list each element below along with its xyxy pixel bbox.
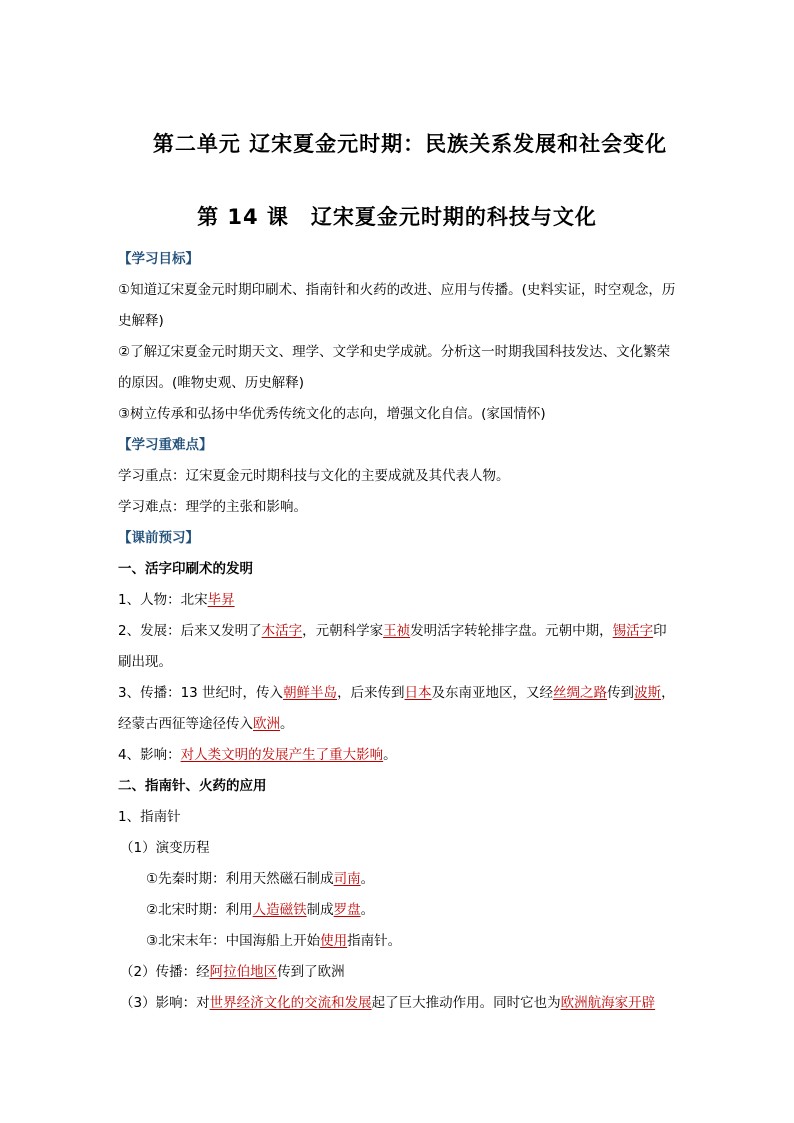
text-segment: ③北宋末年：中国海船上开始 (146, 933, 321, 949)
text-segment: 传到 (607, 685, 635, 701)
part2-compass-heading: 1、指南针 (118, 809, 181, 825)
answer-blank: 罗盘 (333, 902, 361, 918)
text-segment: 印刷出现。 (118, 623, 667, 670)
evolution-item-3 (118, 926, 678, 957)
text-segment: 3、传播：13 世纪时，传入 (118, 685, 284, 701)
goal-2: ②了解辽宋夏金元时期天文、理学、文学和史学成就。分析这一时期我国科技发达、文化繁荣的原因。(唯物史观、历史解释) (118, 344, 671, 391)
compass-impact-line (118, 988, 678, 1019)
answer-blank: 世界经济文化的交流和发展 (209, 995, 372, 1011)
answer-blank: 丝绸之路 (553, 685, 608, 701)
answer-blank: 王祯 (383, 623, 411, 639)
text-segment: 。 (360, 871, 375, 887)
goal-3: ③树立传承和弘扬中华优秀传统文化的志向，增强文化自信。(家国情怀) (118, 406, 546, 422)
unit-title: 第二单元 辽宋夏金元时期：民族关系发展和社会变化 (152, 132, 668, 156)
answer-blank: 对人类文明的发展产生了重大影响 (180, 747, 384, 763)
evolution-item-1 (118, 864, 678, 895)
text-segment: 发明活字转轮排字盘。元朝中期， (410, 623, 613, 639)
answer-blank: 人造磁铁 (252, 902, 307, 918)
part2-evolution-heading: （1）演变历程 (120, 840, 210, 856)
answer-blank: 阿拉伯地区 (209, 964, 278, 980)
text-segment: 传到了欧洲 (277, 964, 345, 980)
answer-blank: 锡活字 (612, 623, 654, 639)
section-heading-preview: 【课前预习】 (118, 530, 199, 546)
section-heading-goals: 【学习目标】 (118, 251, 199, 267)
answer-blank: 欧洲航海家开辟 (560, 995, 656, 1011)
answer-blank: 欧洲 (253, 716, 280, 732)
text-segment: 及东南亚地区，又经 (431, 685, 554, 701)
lesson-title: 第 14 课 辽宋夏金元时期的科技与文化 (197, 205, 597, 229)
text-segment: 制成 (306, 902, 334, 918)
answer-blank: 日本 (404, 685, 432, 701)
evolution-item-2 (118, 895, 678, 926)
text-segment: 指南针。 (347, 933, 402, 949)
answer-blank: 木活字 (261, 623, 303, 639)
compass-spread-line (118, 957, 678, 988)
goal-1: ①知道辽宋夏金元时期印刷术、指南针和火药的改进、应用与传播。(史料实证，时空观念，历史解释) (118, 282, 676, 329)
text-segment: 。 (280, 716, 294, 732)
text-segment: 。 (383, 747, 397, 763)
text-segment: ，元朝科学家 (302, 623, 384, 639)
section-heading-key-points: 【学习重难点】 (118, 437, 213, 453)
key-difficulty: 学习难点：理学的主张和影响。 (118, 499, 307, 515)
document-body (118, 244, 678, 1019)
text-segment: 。 (360, 902, 375, 918)
part1-line-development (118, 616, 678, 678)
answer-blank: 司南 (333, 871, 361, 887)
part1-line-person (118, 585, 678, 616)
answer-blank: 使用 (320, 933, 348, 949)
part2-heading: 二、指南针、火药的应用 (118, 778, 267, 794)
text-segment: （3）影响：对 (120, 995, 210, 1011)
text-segment: 2、发展：后来又发明了 (118, 623, 262, 639)
answer-blank: 朝鲜半岛 (283, 685, 338, 701)
text-segment: 起了巨大推动作用。同时它也为 (371, 995, 561, 1011)
key-focus: 学习重点：辽宋夏金元时期科技与文化的主要成就及其代表人物。 (118, 468, 510, 484)
text-segment: ②北宋时期：利用 (146, 902, 253, 918)
part1-line-impact (118, 740, 678, 771)
text-segment: ①先秦时期：利用天然磁石制成 (146, 871, 334, 887)
part1-heading: 一、活字印刷术的发明 (118, 561, 253, 577)
text-segment: 4、影响： (118, 747, 181, 763)
answer-blank: 毕昇 (207, 592, 235, 608)
text-segment: 1、人物：北宋 (118, 592, 208, 608)
text-segment: （2）传播：经 (120, 964, 210, 980)
text-segment: ，后来传到 (337, 685, 405, 701)
part1-line-spread (118, 678, 678, 740)
text-segment: ，经蒙古西征等途径传入 (118, 685, 675, 732)
answer-blank: 波斯 (634, 685, 662, 701)
